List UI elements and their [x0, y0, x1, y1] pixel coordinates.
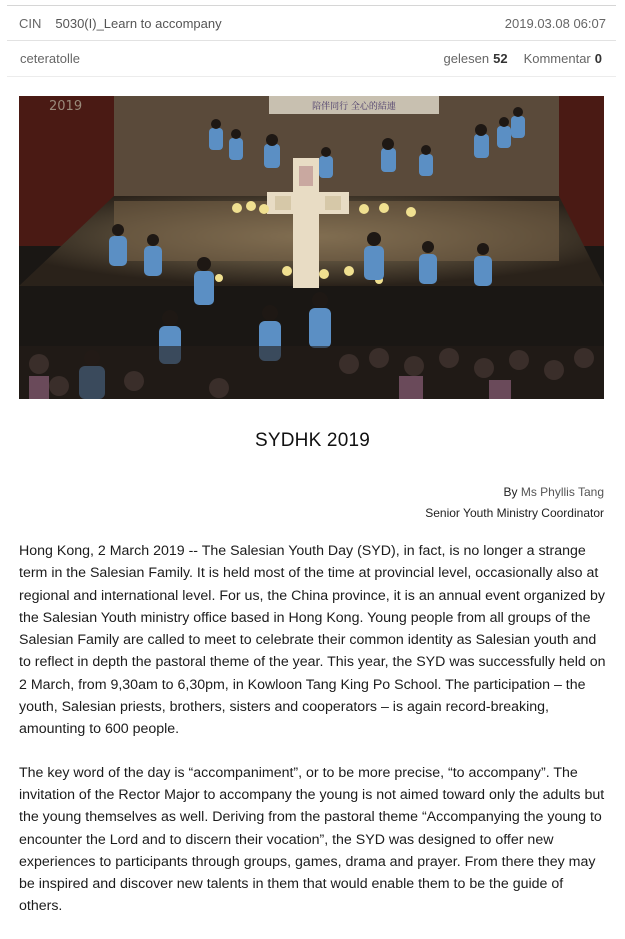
- article-paragraph: The key word of the day is “accompaniment”, or to be more precise, “to accompany”. The invitation of the Rector Major to accompany the young is not aimed toward only the adults but the young themselves as well. Deriving from the pastoral theme “Accompanying the young to encounter the Lord and to discern their vocation”, the SYD was designed to offer new experiences to participants through groups, games, drama and prayer. From there they may be inspired and discover new talents in them that would enable them to be the guide of others.: [19, 764, 605, 915]
- byline-author-role: Senior Youth Ministry Coordinator: [425, 506, 604, 520]
- post-author[interactable]: ceteratolle: [20, 51, 80, 66]
- article-body: [19, 540, 606, 939]
- byline-author-name: Ms Phyllis Tang: [520, 485, 604, 499]
- post-meta-bar: [7, 41, 616, 77]
- views-count: 52: [493, 51, 508, 66]
- post-stats: [444, 51, 602, 66]
- post-date: 2019.03.08 06:07: [504, 15, 606, 31]
- photo-year-watermark: 2019: [49, 99, 83, 114]
- article-paragraph: Hong Kong, 2 March 2019 -- The Salesian Youth Day (SYD), in fact, is no longer a strange term in the Salesian Family. It is held most of the time at provincial level, occasionally also at regional and international level. For us, the China province, it is an annual event organized by the Salesian Youth ministry office based in Hong Kong. Young people from all groups of the Salesian Family are called to meet to celebrate their common identity as Salesian youth and to reflect in depth the pastoral theme of the year. This year, the SYD was successfully held on 2 March, from 9,30am to 6,30pm, in Kowloon Tang King Po School. The participation – the youth, Salesian priests, brothers, sisters and cooperators – is again record-breaking, amounting to 600 people.: [19, 543, 606, 738]
- post-category[interactable]: CIN: [19, 15, 42, 31]
- comments-label[interactable]: Kommentar: [523, 51, 591, 66]
- post-header-bar: [7, 5, 616, 41]
- banner-text: 陪伴同行 全心的結連: [312, 102, 396, 112]
- event-photo: [19, 96, 604, 399]
- event-photo-illustration: [19, 96, 604, 399]
- post-title: 5030(I)_Learn to accompany: [55, 15, 222, 31]
- byline-by-label: By: [503, 485, 518, 499]
- article-title: SYDHK 2019: [254, 430, 370, 451]
- article-byline: [425, 482, 604, 524]
- comments-count[interactable]: 0: [594, 51, 602, 66]
- views-label: gelesen: [443, 51, 490, 66]
